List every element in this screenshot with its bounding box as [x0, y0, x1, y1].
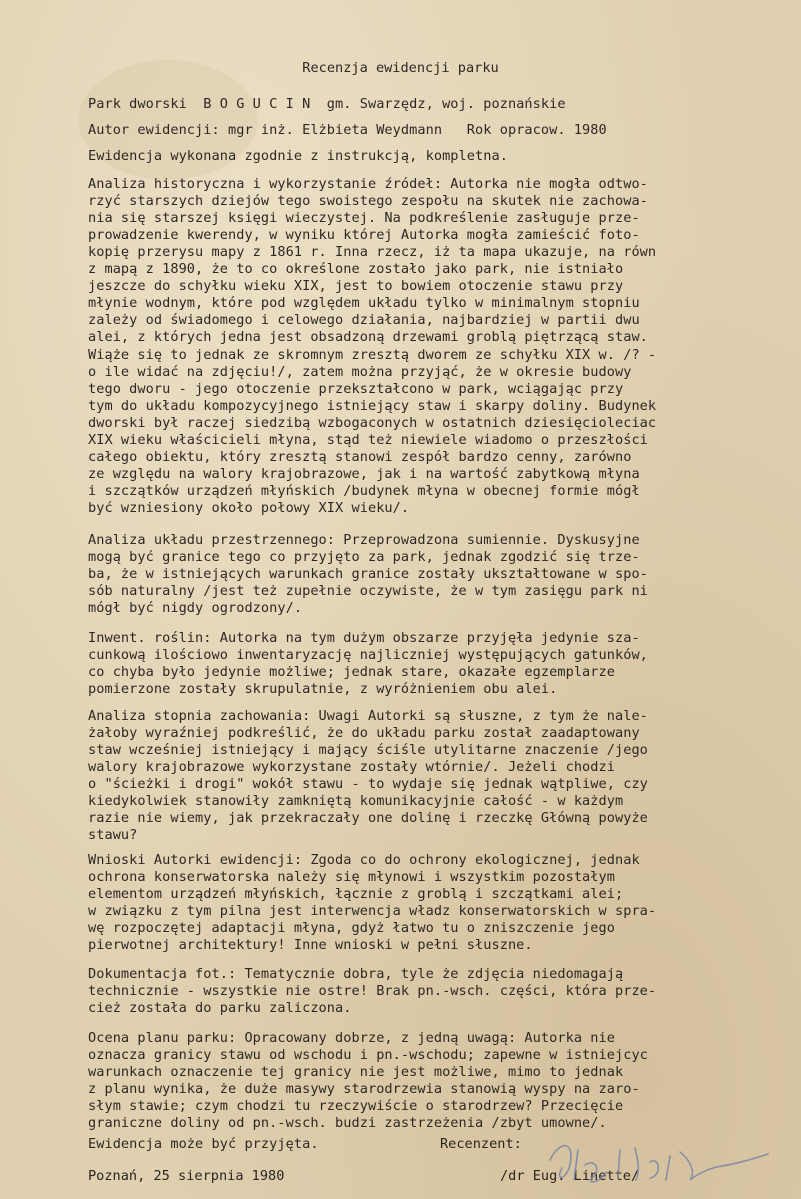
reviewer-label: Recenzent: — [440, 1136, 522, 1152]
history-line: Wiąże się to jednak ze skromnym zresztą dworem ze schyłku XIX w. /? - — [88, 346, 657, 363]
conclusions-line: Wnioski Autorki ewidencji: Zgoda co do ochrony ekologicznej, jednak — [88, 852, 640, 868]
place-and-date: Poznań, 25 sierpnia 1980 — [88, 1168, 285, 1184]
history-line: Analiza historyczna i wykorzystanie źródeł: Autorka nie mogła odtwo- — [88, 176, 648, 192]
header-line: Ewidencja wykonana zgodnie z instrukcją, kompletna. — [88, 148, 508, 164]
plants-line: pomierzone zostały skrupulatnie, z wyróżnieniem obu alei. — [88, 681, 558, 698]
plan-line: słym stawie; czym chodzi tu rzeczywiście o starodrzew? Przecięcie — [88, 1098, 624, 1115]
photo-line: technicznie - wszystkie nie ostre! Brak pn.-wsch. części, która prze- — [88, 983, 657, 1000]
history-line: dworski był raczej siedzibą wzbogaconych w ostatnich dziesięcioleciac — [88, 414, 657, 431]
spatial-line: mógł być nigdy ogrodzony/. — [88, 600, 303, 617]
conclusions-line: elementom urządzeń młyńskich, łącznie z groblą i szczątkami alei; — [88, 886, 624, 903]
final-line: Ewidencja może być przyjęta. — [88, 1136, 319, 1152]
preservation-line: stawu? — [88, 827, 138, 844]
conclusions-line: wę rozpoczętej adaptacji młyna, gdyż łatwo tu o zniszczenie jego — [88, 920, 615, 937]
handwritten-signature — [540, 1120, 780, 1199]
plants-line: cunkową ilościowo inwentaryzację najliczniej występujących gatunków, — [88, 647, 648, 664]
spatial-line: sób naturalny /jest też zupełnie oczywiste, że w tym zasięgu park ni — [88, 583, 648, 600]
conclusions-line: ochrona konserwatorska należy się młynowi i wszystkim pozostałym — [88, 869, 615, 886]
plants-line: Inwent. roślin: Autorka na tym dużym obszarze przyjęła jedynie sza- — [88, 630, 640, 646]
plan-line: graniczne doliny od pn.-wsch. budzi zastrzeżenia /zbyt umowne/. — [88, 1115, 607, 1132]
history-line: tego dworu - jego otoczenie przekształcono w park, wciągając przy — [88, 380, 624, 397]
preservation-line: o "ścieżki i drogi" wokół stawu - to wydaje się jednak wątpliwe, czy — [88, 776, 648, 793]
history-line: alei, z których jedna jest obsadzoną drzewami groblą piętrzącą staw. — [88, 329, 648, 346]
plan-line: z planu wynika, że duże masywy starodrzewia stanowią wyspy na zaro- — [88, 1081, 640, 1098]
plan-line: warunkach oznaczenie tej granicy nie jest możliwe, mimo to jednak — [88, 1064, 624, 1081]
conclusions-line: w związku z tym pilna jest interwencja władz konserwatorskich w spra- — [88, 903, 657, 920]
history-line: XIX wieku właścicieli młyna, stąd też niewiele wiadomo o przeszłości — [88, 431, 648, 448]
preservation-line: razie nie wiemy, jak przekraczały one dolinę i rzeczkę Główną powyże — [88, 810, 648, 827]
history-line: jeszcze do schyłku wieku XIX, jest to bowiem otoczenie stawu przy — [88, 278, 624, 295]
spatial-line: ba, że w istniejących warunkach granice zostały ukształtowane w spo- — [88, 566, 648, 583]
plan-line: Ocena planu parku: Opracowany dobrze, z jedną uwagą: Autorka nie — [88, 1030, 615, 1046]
history-line: i szczątków urządzeń młyńskich /budynek młyna w obecnej formie mógł — [88, 482, 640, 499]
history-line: młynie wodnym, które pod względem układu tylko w minimalnym stopniu — [88, 295, 640, 312]
spatial-line: mogą być granice tego co przyjęto za park, jednak zgodzić się trze- — [88, 549, 640, 566]
history-line: tym do układu kompozycyjnego istniejący staw i skarpy doliny. Budynek — [88, 397, 657, 414]
reviewer-name: /dr Eug. Linette/ — [500, 1168, 640, 1184]
history-line: całego obiektu, który zresztą stanowi zespół bardzo cenny, zarówno — [88, 448, 632, 465]
history-line: rzyć starszych dziejów tego swoistego zespołu na skutek nie zachowa- — [88, 193, 648, 210]
history-line: kopię przerysu mapy z 1861 r. Inna rzecz, iż ta mapa ukazuje, na równ — [88, 244, 657, 261]
history-line: być wzniesiony około połowy XIX wieku/. — [88, 499, 410, 516]
document-title: Recenzja ewidencji parku — [302, 60, 499, 76]
preservation-line: żałoby wyraźniej podkreślić, że do układu parku został zaadaptowany — [88, 725, 640, 742]
plants-line: co chyba było jedynie możliwe; jednak stare, okazałe egzemplarze — [88, 664, 615, 681]
preservation-line: staw wcześniej istniejący i mający ściśle utylitarne znaczenie /jego — [88, 742, 648, 759]
spatial-line: Analiza układu przestrzennego: Przeprowadzona sumiennie. Dyskusyjne — [88, 532, 640, 548]
history-line: z mapą z 1890, że to co określone zostało jako park, nie istniało — [88, 261, 624, 278]
history-line: zależy od świadomego i celowego działania, najbardziej w partii dwu — [88, 312, 640, 329]
history-line: o ile widać na zdjęciu!/, zatem można przyjąć, że w okresie budowy — [88, 363, 632, 380]
header-line: Autor ewidencji: mgr inż. Elżbieta Weydmann Rok opracow. 1980 — [88, 122, 607, 138]
preservation-line: kiedykolwiek stanowiły zamkniętą komunikacyjnie całość - w każdym — [88, 793, 624, 810]
conclusions-line: pierwotnej architektury! Inne wnioski w pełni słuszne. — [88, 937, 533, 954]
history-line: prowadzenie kwerendy, w wyniku której Autorka mogła zamieścić foto- — [88, 227, 640, 244]
history-line: ze względu na walory krajobrazowe, jak i na wartość zabytkową młyna — [88, 465, 640, 482]
preservation-line: Analiza stopnia zachowania: Uwagi Autorki są słuszne, z tym że nale- — [88, 708, 648, 724]
photo-line: cież została do parku zaliczona. — [88, 1000, 352, 1017]
header-line: Park dworski B O G U C I N gm. Swarzędz, woj. poznańskie — [88, 96, 566, 112]
plan-line: oznacza granicy stawu od wschodu i pn.-wschodu; zapewne w istniejcyc — [88, 1047, 648, 1064]
history-line: nia się starszej księgi wieczystej. Na podkreślenie zasługuje prze- — [88, 210, 640, 227]
photo-line: Dokumentacja fot.: Tematycznie dobra, tyle że zdjęcia niedomagają — [88, 966, 624, 982]
preservation-line: walory krajobrazowe wykorzystane zostały wtórnie/. Jeżeli chodzi — [88, 759, 615, 776]
